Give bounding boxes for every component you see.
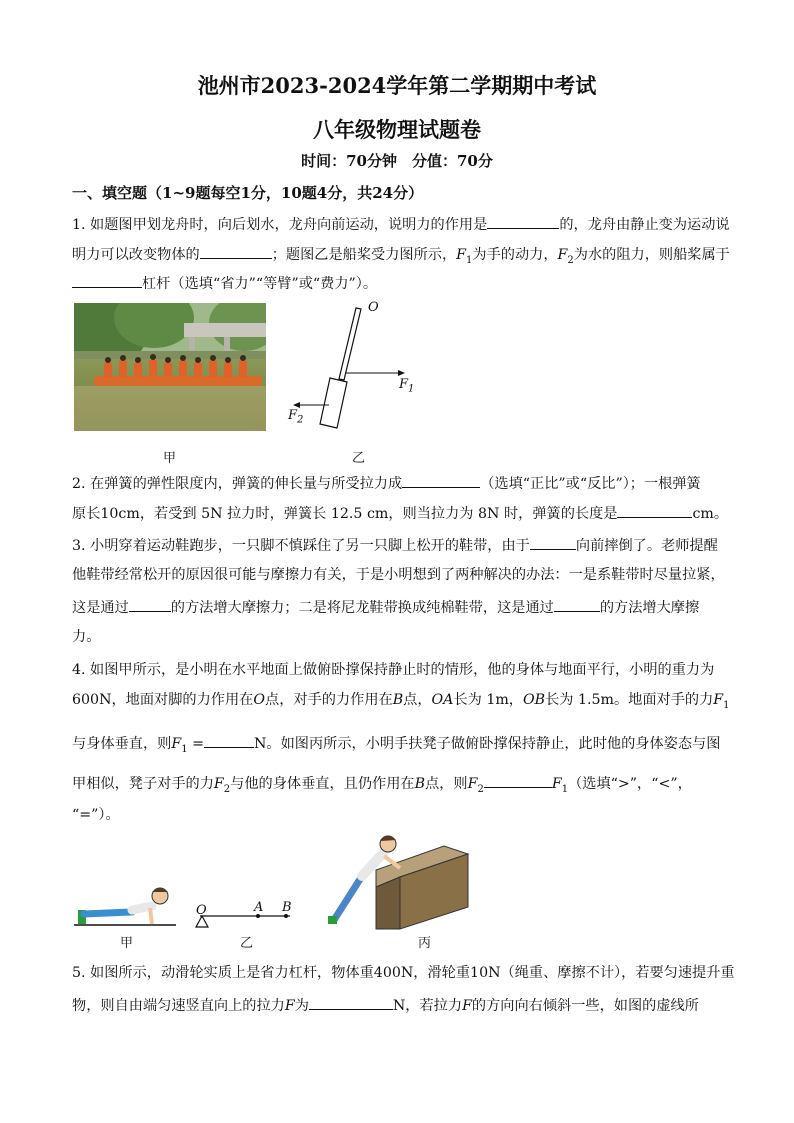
answer-blank[interactable] <box>554 597 600 612</box>
answer-blank[interactable] <box>129 597 171 612</box>
label-F1: $F_1$ <box>399 377 415 395</box>
q3-line-2: 他鞋带经常松开的原因很可能与摩擦力有关，于是小明想到了两种解决的办法：一是系鞋带时尽量拉紧， <box>72 567 725 583</box>
label-B-lever: B <box>282 900 292 915</box>
q5-line-1: 5. 如图所示，动滑轮实质上是省力杠杆，物体重400N，滑轮重10N（绳重、摩擦不计），若要匀速提升重 <box>72 965 735 981</box>
answer-blank[interactable] <box>617 503 692 518</box>
label-O: O <box>368 300 379 315</box>
q4-line-3: 与身体垂直，则$F_1 = N$。如图丙所示，小明手扶凳子做俯卧撑保持静止，此时他的身体姿态与图 <box>72 733 724 760</box>
q1-line-3: 杠杆（选填“省力”“等臂”或“费力”）。 <box>72 273 724 294</box>
pushup-figures <box>72 832 472 932</box>
q2-line-2: 原长10cm，若受到 5N 拉力时，弹簧长 12.5 cm，则当拉力为 8N 时，弹簧的长度是 cm。 <box>72 503 724 524</box>
answer-blank[interactable] <box>200 244 272 259</box>
figure-caption-jia: 甲 <box>120 936 134 951</box>
label-O-lever: O <box>196 903 207 918</box>
answer-blank[interactable] <box>72 273 142 288</box>
dragon-boat-photo <box>74 303 266 431</box>
section-heading: 一、填空题（1~9题每空1分，10题4分，共24分） <box>72 184 424 202</box>
q4-line-1: 4. 如图甲所示，是小明在水平地面上做俯卧撑保持静止时的情形，他的身体与地面平行，小明的重力为 <box>72 662 715 678</box>
q1-line-1: 1. 如题图甲划龙舟时，向后划水，龙舟向前运动，说明力的作用是 的，龙舟由静止变为运动说 <box>72 214 724 235</box>
q3-line-4: 力。 <box>72 629 101 645</box>
answer-blank[interactable] <box>309 995 393 1010</box>
q4-line-5: “=”）。 <box>72 807 120 823</box>
answer-blank[interactable] <box>402 473 480 488</box>
figure-caption-bing: 丙 <box>418 936 432 951</box>
exam-meta: 时间：70分钟 分值：70分 <box>301 152 493 170</box>
exam-title: 池州市2023-2024学年第二学期期中考试 <box>197 73 597 98</box>
label-A-lever: A <box>254 900 264 915</box>
figure-caption-yi: 乙 <box>240 936 254 951</box>
q4-line-4: 甲相似，凳子对手的力$F_2$与他的身体垂直，且仍作用在B点，则$F_2$ $F_1$（选填“>”，“<”， <box>72 773 724 800</box>
answer-blank[interactable] <box>484 773 552 788</box>
q3-line-1: 3. 小明穿着运动鞋跑步，一只脚不慎踩住了另一只脚上松开的鞋带，由于 向前摔倒了。老师提醒 <box>72 535 724 556</box>
q4-line-2: 600N，地面对脚的力作用在O点，对手的力作用在B点，OA长为 1m，OB长为 1.5m。地面对手的力$F_1$ <box>72 692 730 711</box>
q5-line-2: 物，则自由端匀速竖直向上的拉力F为 N，若拉力F的方向向右倾斜一些，如图的虚线所 <box>72 995 724 1016</box>
answer-blank[interactable] <box>530 535 576 550</box>
label-F2: $F_2$ <box>288 408 304 426</box>
answer-blank[interactable] <box>487 214 559 229</box>
q1-line-2: 明力可以改变物体的 ；题图乙是船桨受力图所示，$F_1$为手的动力，$F_2$为水的阻力，则船桨属于 <box>72 244 724 271</box>
figure-caption-yi: 乙 <box>352 451 366 466</box>
answer-blank[interactable] <box>204 733 254 748</box>
figure-caption-jia: 甲 <box>163 451 177 466</box>
exam-subtitle: 八年级物理试题卷 <box>313 117 481 142</box>
q3-line-3: 这是通过 的方法增大摩擦力；二是将尼龙鞋带换成纯棉鞋带，这是通过 的方法增大摩擦 <box>72 597 724 618</box>
q2-line-1: 2. 在弹簧的弹性限度内，弹簧的伸长量与所受拉力成 （选填“正比”或“反比”）；一根弹簧 <box>72 473 724 494</box>
